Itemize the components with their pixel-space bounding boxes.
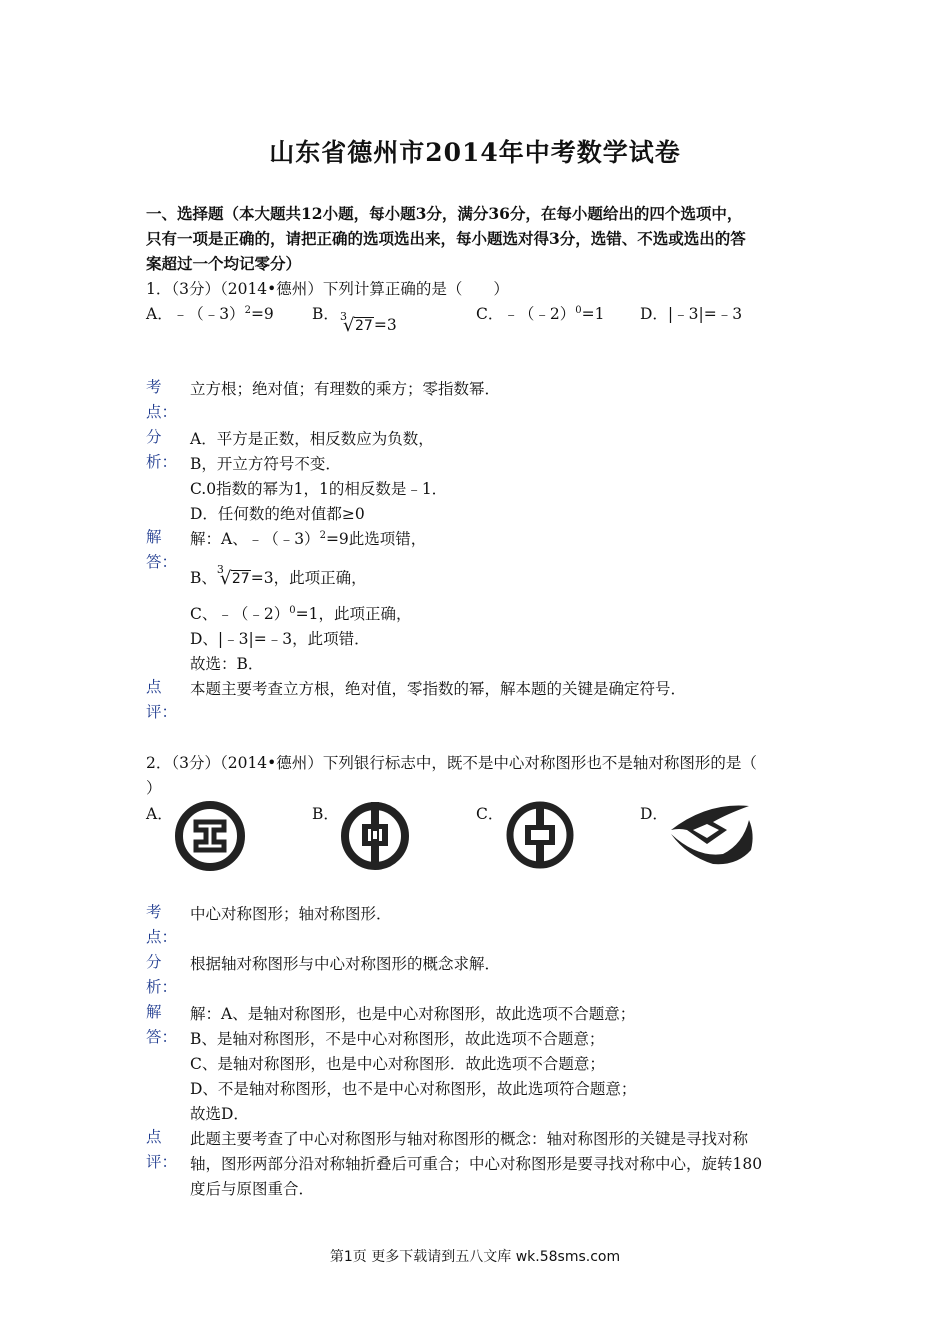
page-title: 山东省德州市2014年中考数学试卷	[269, 138, 681, 167]
q2-option-c-label: C．	[476, 805, 504, 823]
q2-option-b-label: B．	[312, 805, 339, 823]
q2-stem-line-2: ）	[146, 779, 162, 797]
q2-dianping-label: 点 评：	[146, 1128, 178, 1171]
q2-option-a-label: A．	[146, 805, 173, 823]
page-footer: 第1页 更多下载请到五八文库 wk.58sms.com	[329, 1249, 621, 1265]
q2-fenxi-label: 分 析：	[146, 953, 178, 996]
q2-jieda-line-4: D、不是轴对称图形，也不是中心对称图形，故此选项符合题意；	[190, 1080, 637, 1098]
section-heading-line-1: 一、选择题（本大题共12小题，每小题3分，满分36分，在每小题给出的四个选项中，	[146, 204, 743, 223]
q1-jieda-label: 解 答：	[146, 528, 178, 571]
q1-fenxi-line-4: D．任何数的绝对值都≥0	[190, 505, 365, 523]
q1-fenxi-line-3: C.0指数的幂为1，1的相反数是﹣1．	[190, 480, 448, 498]
q2-kaodian-text: 中心对称图形；轴对称图形．	[190, 905, 392, 923]
q1-dianping-label: 点 评：	[146, 678, 178, 721]
abc-logo-icon	[503, 798, 577, 872]
q2-jieda-line-5: 故选D．	[190, 1105, 249, 1123]
section-heading-line-2: 只有一项是正确的，请把正确的选项选出来，每小题选对得3分，选错、不选或选出的答	[146, 229, 746, 248]
q1-jieda-line-3: C、﹣（﹣2）$^0$=1，此项正确，	[190, 605, 412, 623]
q1-jieda-line-4: D、|﹣3|=﹣3，此项错．	[190, 630, 370, 648]
q2-dianping-line-2: 轴，图形两部分沿对称轴折叠后可重合；中心对称图形是要寻找对称中心，旋转180	[190, 1155, 763, 1173]
q1-dianping-text: 本题主要考查立方根，绝对值，零指数的幂，解本题的关键是确定符号．	[190, 680, 687, 698]
q1-option-c: C．﹣（﹣2）$^0$=1	[476, 305, 605, 323]
q2-dianping-line-3: 度后与原图重合．	[190, 1180, 315, 1198]
section-heading-line-3: 案超过一个均记零分）	[146, 254, 302, 273]
q2-jieda-line-1: 解：A、是轴对称图形，也是中心对称图形，故此选项不合题意；	[190, 1005, 636, 1023]
q1-option-d: D．|﹣3|=﹣3	[640, 305, 743, 323]
q1-fenxi-line-2: B，开立方符号不变．	[190, 455, 341, 473]
q2-option-d-label: D．	[640, 805, 668, 823]
q1-option-b: 3 √ 27=3	[340, 316, 397, 334]
q1-jieda-line-1: 解：A、﹣（﹣3）$^2$=9此选项错，	[190, 530, 427, 548]
q1-kaodian-text: 立方根；绝对值；有理数的乘方；零指数幂．	[190, 380, 501, 398]
q1-fenxi-line-1: A．平方是正数，相反数应为负数，	[190, 430, 434, 448]
q1-fenxi-label: 分 析：	[146, 428, 178, 471]
q1-option-b-label: B．	[312, 305, 339, 323]
ccb-logo-icon	[667, 800, 757, 872]
icbc-logo-icon	[174, 800, 246, 872]
q1-option-a: A．﹣（﹣3）$^2$=9	[146, 305, 274, 323]
q2-dianping-line-1: 此题主要考查了中心对称图形与轴对称图形的概念：轴对称图形的关键是寻找对称	[190, 1130, 749, 1148]
q2-fenxi-text: 根据轴对称图形与中心对称图形的概念求解．	[190, 955, 501, 973]
boc-logo-icon	[338, 798, 412, 872]
q1-kaodian-label: 考 点：	[146, 378, 178, 421]
q1-jieda-line-2: B、 3 √ 27=3，此项正确，	[190, 566, 367, 588]
q1-jieda-line-5: 故选：B．	[190, 655, 264, 673]
q1-stem: 1．（3分）（2014•德州）下列计算正确的是（ ）	[146, 280, 509, 298]
q2-stem-line-1: 2．（3分）（2014•德州）下列银行标志中，既不是中心对称图形也不是轴对称图形的是（	[146, 754, 757, 772]
q2-jieda-line-3: C、是轴对称图形，也是中心对称图形．故此选项不合题意；	[190, 1055, 605, 1073]
q2-jieda-label: 解 答：	[146, 1003, 178, 1046]
q2-kaodian-label: 考 点：	[146, 903, 178, 946]
q2-jieda-line-2: B、是轴对称图形，不是中心对称图形，故此选项不合题意；	[190, 1030, 605, 1048]
